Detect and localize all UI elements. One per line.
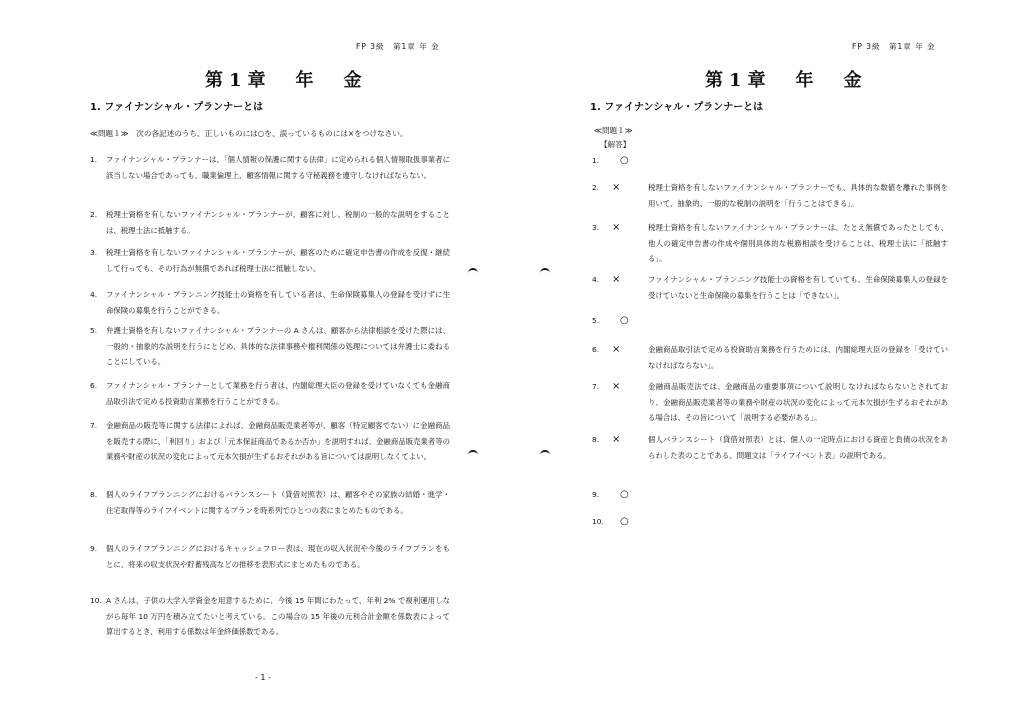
question-text: ファイナンシャル・プランナーは、「個人情報の保護に関する法律」に定められる個人情報取扱事業者に該当しない場合であっても、職業倫理上、顧客情報に関する守秘義務を遵守しなければならない。 [106, 155, 450, 180]
answer-8 [592, 432, 948, 463]
answer-heading [594, 124, 633, 152]
punch-hole-mark [468, 268, 478, 276]
answer-text: 個人バランスシート（貸借対照表）とは、個人の一定時点における資産と負債の状況をあらわした表のことである。問題文は「ライフイベント表」の説明である。 [648, 435, 948, 460]
answer-number: 9. [592, 490, 600, 499]
answer-2 [592, 180, 948, 211]
question-2 [90, 207, 450, 238]
answer-text: 金融商品販売法では、金融商品の重要事項について説明しなければならないとされており、金融商品販売業者等の業務や財産の状況の変化によって元本欠損が生ずるおそれがある場合は、その旨について「説明する必要がある」。 [648, 382, 948, 422]
page-number: - 1 - [255, 673, 271, 682]
question-text: A さんは、子供の大学入学資金を用意するために、今後 15 年間にわたって、年利 2% で複利運用しながら毎年 10 万円を積み立てたいと考えている。この場合の 15 年後の元利合計金額を係数表によって算出するとき、利用する係数は年金終価係数である。 [106, 596, 450, 636]
question-number: 10. [90, 596, 102, 605]
question-3 [90, 245, 450, 276]
question-4 [90, 287, 450, 318]
question-number: 2. [90, 210, 98, 219]
question-5 [90, 323, 450, 370]
page-header: FP 3級 第1章 年 金 [356, 42, 440, 51]
page-header: FP 3級 第1章 年 金 [852, 42, 936, 51]
answer-7 [592, 379, 948, 426]
answer-mark: ○ [620, 489, 629, 500]
answer-mark: ○ [620, 155, 629, 166]
question-text: 税理士資格を有しないファイナンシャル・プランナーが、顧客に対し、税制の一般的な説明をすることは、税理士法に抵触する。 [106, 210, 450, 235]
answer-mark: × [612, 344, 621, 355]
answer-label: 【解答】 [600, 140, 631, 149]
right-page [512, 0, 1024, 724]
question-text: 金融商品の販売等に関する法律によれば、金融商品販売業者等が、顧客（特定顧客でない）に金融商品を販売する際に、「利回り」および「元本保証商品であるか否か」を説明すれば、金融商品販売業者等の業務や財産の状況の変化によって元本欠損が生ずるおそれがある旨については説明しなくてよい。 [106, 421, 450, 461]
answer-number: 6. [592, 345, 600, 354]
problem-label: ≪問題１≫ [594, 126, 633, 135]
question-text: ファイナンシャル・プランニング技能士の資格を有している者は、生命保険募集人の登録を受けずに生命保険の募集を行うことができる。 [106, 290, 450, 315]
problem-intro: ≪問題１≫ 次の各記述のうち、正しいものには○を、誤っているものには×をつけなさい。 [90, 129, 408, 138]
question-text: ファイナンシャル・プランナーとして業務を行う者は、内閣総理大臣の登録を受けていなくても金融商品取引法で定める投資助言業務を行うことができる。 [106, 381, 450, 406]
answer-3 [592, 220, 948, 267]
answer-mark: × [612, 274, 621, 285]
answer-text: 税理士資格を有しないファイナンシャル・プランナーでも、具体的な数値を離れた事例を用いて、抽象的、一般的な税制の説明を「行うことはできる」。 [648, 183, 948, 208]
answer-text: 金融商品取引法で定める投資助言業務を行うためには、内閣総理大臣の登録を「受けていなければならない」。 [648, 345, 948, 370]
punch-hole-mark [468, 450, 478, 458]
chapter-title: 第1章 年 金 [205, 70, 368, 91]
question-9 [90, 541, 450, 572]
answer-number: 4. [592, 275, 600, 284]
question-number: 3. [90, 248, 98, 257]
answer-6 [592, 342, 948, 373]
question-10 [90, 593, 450, 640]
question-7 [90, 418, 450, 465]
section-heading: 1. ファイナンシャル・プランナーとは [90, 102, 264, 113]
question-number: 8. [90, 490, 98, 499]
answer-number: 10. [592, 517, 604, 526]
question-text: 個人のライフプランニングにおけるキャッシュフロー表は、現在の収入状況や今後のライフプランをもとに、将来の収支状況や貯蓄残高などの推移を表形式にまとめたものである。 [106, 544, 450, 569]
question-number: 4. [90, 290, 98, 299]
answer-number: 8. [592, 435, 600, 444]
answer-mark: × [612, 182, 621, 193]
answer-4 [592, 272, 948, 303]
question-6 [90, 378, 450, 409]
answer-mark: ○ [620, 315, 629, 326]
question-text: 個人のライフプランニングにおけるバランスシート（貸借対照表）は、顧客やその家族の結婚・進学・住宅取得等のライフイベントに関するプランを時系列でひとつの表にまとめたものである。 [106, 490, 450, 515]
question-text: 税理士資格を有しないファイナンシャル・プランナーが、顧客のために確定申告書の作成を反復・継続して行っても、その行為が無償であれば税理士法に抵触しない。 [106, 248, 450, 273]
answer-text: 税理士資格を有しないファイナンシャル・プランナーは、たとえ無償であったとしても、他人の確定申告書の作成や個別具体的な税務相談を受けることは、税理士法に「抵触する」。 [648, 223, 948, 263]
question-number: 7. [90, 421, 98, 430]
question-number: 6. [90, 381, 98, 390]
answer-number: 7. [592, 382, 600, 391]
answer-mark: × [612, 434, 621, 445]
question-text: 弁護士資格を有しないファイナンシャル・プランナーの A さんは、顧客から法律相談を受けた際には、一般的・抽象的な説明を行うにとどめ、具体的な法律事務や権利関係の処理については弁護士に委ねることにしている。 [106, 326, 450, 366]
question-1 [90, 152, 450, 183]
answer-mark: × [612, 222, 621, 233]
answer-number: 1. [592, 156, 600, 165]
question-number: 9. [90, 544, 98, 553]
answer-mark: × [612, 381, 621, 392]
answer-mark: ○ [620, 516, 629, 527]
answer-number: 5. [592, 316, 600, 325]
answer-number: 2. [592, 183, 600, 192]
answer-number: 3. [592, 223, 600, 232]
chapter-title: 第1章 年 金 [705, 70, 868, 91]
section-heading: 1. ファイナンシャル・プランナーとは [590, 102, 764, 113]
question-8 [90, 487, 450, 518]
question-number: 5. [90, 326, 98, 335]
answer-text: ファイナンシャル・プランニング技能士の資格を有していても、生命保険募集人の登録を受けていないと生命保険の募集を行うことは「できない」。 [648, 275, 948, 300]
question-number: 1. [90, 155, 98, 164]
